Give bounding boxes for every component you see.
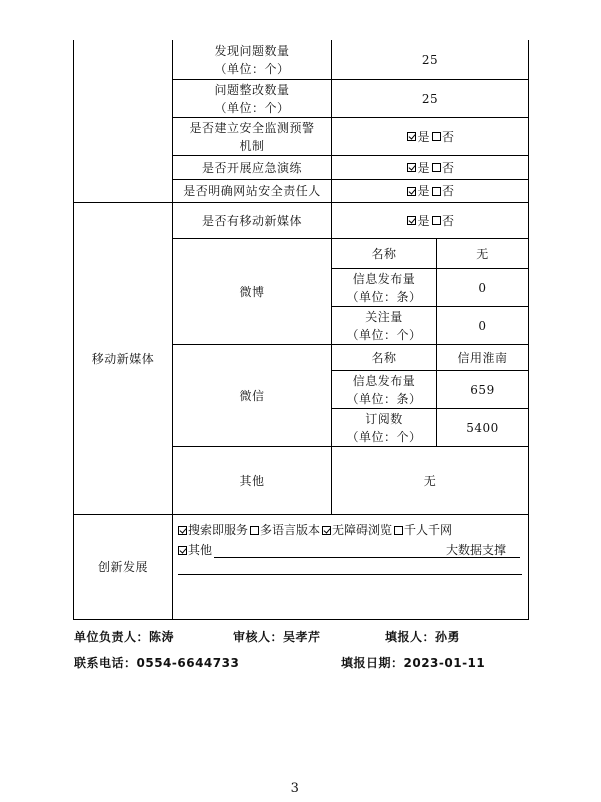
weibo-label: 微博 — [239, 284, 265, 299]
emergency-drill-label: 是否开展应急演练 — [201, 160, 302, 175]
checkbox-checked-icon[interactable] — [178, 526, 187, 535]
other-media-value: 无 — [423, 473, 437, 488]
weibo-posts-value: 0 — [478, 280, 487, 295]
contact-phone: 联系电话：0554-6644733 — [74, 656, 240, 670]
warning-mechanism-label: 是否建立安全监测预警 机制 — [189, 120, 315, 153]
wechat-subs-label: 订阅数 （单位：个） — [346, 411, 422, 444]
checkbox-empty-icon[interactable] — [432, 132, 441, 141]
option-search: 搜索即服务 — [188, 523, 249, 537]
weibo-followers-value: 0 — [478, 318, 487, 333]
checkbox-checked-icon[interactable] — [322, 526, 331, 535]
option-other: 其他 — [188, 543, 213, 557]
security-person-label: 是否明确网站安全责任人 — [183, 184, 321, 198]
problems-fixed-label: 问题整改数量 （单位：个） — [214, 82, 290, 115]
filler: 填报人：孙勇 — [385, 630, 461, 644]
emergency-drill-choice: 是 否 — [332, 156, 528, 179]
has-mobile-media-label: 是否有移动新媒体 — [201, 213, 302, 228]
fill-date: 填报日期：2023-01-11 — [341, 656, 486, 670]
has-mobile-media-choice: 是 否 — [332, 203, 528, 238]
option-thousand: 千人千网 — [404, 523, 453, 537]
checkbox-checked-icon[interactable] — [407, 216, 416, 225]
innovation-label: 创新发展 — [97, 560, 148, 574]
innovation-other-text: 大数据支撑 — [446, 543, 507, 557]
problems-found-value: 25 — [421, 52, 439, 67]
weibo-name-value: 无 — [476, 246, 489, 261]
weibo-posts-label: 信息发布量 （单位：条） — [346, 271, 422, 304]
checkbox-empty-icon[interactable] — [432, 163, 441, 172]
checkbox-checked-icon[interactable] — [407, 132, 416, 141]
unit-head: 单位负责人：陈涛 — [74, 630, 175, 644]
mobile-media-section-label: 移动新媒体 — [91, 351, 155, 366]
other-media-label: 其他 — [239, 473, 265, 488]
checkbox-empty-icon[interactable] — [394, 526, 403, 535]
underline — [214, 557, 520, 558]
underline — [178, 574, 522, 575]
checkbox-checked-icon[interactable] — [407, 187, 416, 196]
wechat-label: 微信 — [239, 388, 265, 403]
wechat-name-label: 名称 — [371, 350, 397, 365]
reviewer: 审核人：吴孝芹 — [233, 630, 321, 644]
page-number: 3 — [290, 781, 300, 796]
wechat-posts-label: 信息发布量 （单位：条） — [346, 373, 422, 406]
problems-fixed-value: 25 — [421, 91, 439, 106]
option-multilang: 多语言版本 — [260, 523, 321, 537]
checkbox-empty-icon[interactable] — [250, 526, 259, 535]
checkbox-empty-icon[interactable] — [432, 187, 441, 196]
weibo-name-label: 名称 — [371, 246, 397, 261]
problems-found-label: 发现问题数量 （单位：个） — [214, 43, 290, 76]
checkbox-checked-icon[interactable] — [407, 163, 416, 172]
weibo-followers-label: 关注量 （单位：个） — [346, 309, 422, 342]
wechat-subs-value: 5400 — [466, 420, 499, 435]
wechat-posts-value: 659 — [470, 382, 495, 397]
wechat-name-value: 信用淮南 — [457, 350, 508, 365]
innovation-other-row — [176, 542, 212, 558]
security-person-choice: 是 否 — [332, 180, 528, 202]
checkbox-empty-icon[interactable] — [432, 216, 441, 225]
warning-mechanism-choice: 是 否 — [332, 118, 528, 155]
checkbox-checked-icon[interactable] — [178, 546, 187, 555]
innovation-options-row — [176, 522, 452, 538]
option-accessible: 无障碍浏览 — [332, 523, 393, 537]
